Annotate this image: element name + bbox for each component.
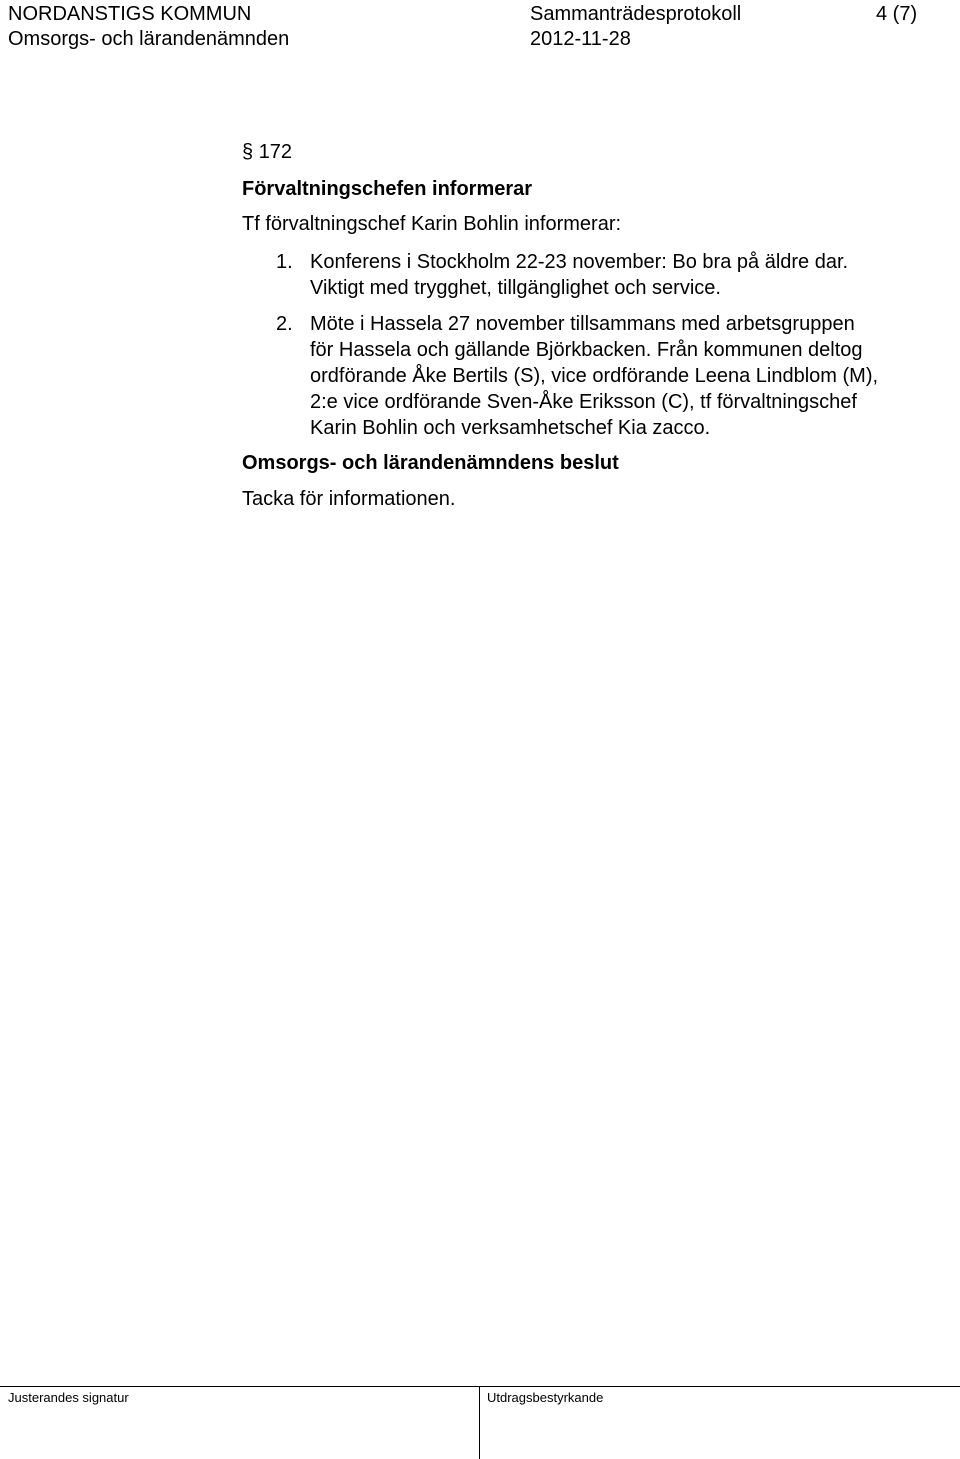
section-number: 172 xyxy=(258,141,293,163)
committee-name: Omsorgs- och lärandenämnden xyxy=(8,28,290,50)
decision-heading: Omsorgs- och lärandenämndens beslut xyxy=(242,452,619,474)
document-type: Sammanträdesprotokoll xyxy=(530,3,742,25)
section-intro: Tf förvaltningschef Karin Bohlin informerar: xyxy=(242,213,622,235)
meeting-date: 2012-11-28 xyxy=(530,28,631,50)
list-item-number: 1. xyxy=(276,251,293,273)
signature-label: Justerandes signatur xyxy=(8,1390,129,1405)
section-symbol: § xyxy=(242,141,254,163)
section-paragraph xyxy=(242,140,292,164)
list-item-text xyxy=(310,311,950,441)
decision-text: Tacka för informationen. xyxy=(242,488,456,510)
list-item-text xyxy=(310,249,950,301)
section-title: Förvaltningschefen informerar xyxy=(242,178,533,200)
list-item-line: Möte i Hassela 27 november tillsammans med arbetsgruppen xyxy=(310,313,855,335)
list-item-line: Viktigt med trygghet, tillgänglighet och service. xyxy=(310,277,721,299)
page-number: 4 (7) xyxy=(876,3,918,25)
list-item-line: Konferens i Stockholm 22-23 november: Bo bra på äldre dar. xyxy=(310,251,849,273)
list-item-line: för Hassela och gällande Björkbacken. Från kommunen deltog xyxy=(310,339,863,361)
list-item-line: Karin Bohlin och verksamhetschef Kia zacco. xyxy=(310,417,711,439)
footer-column-divider xyxy=(479,1386,480,1459)
certification-label: Utdragsbestyrkande xyxy=(487,1390,604,1405)
org-name: NORDANSTIGS KOMMUN xyxy=(8,3,252,25)
list-item-line: ordförande Åke Bertils (S), vice ordförande Leena Lindblom (M), xyxy=(310,365,879,387)
list-item-line: 2:e vice ordförande Sven-Åke Eriksson (C), tf förvaltningschef xyxy=(310,391,857,413)
list-item-number: 2. xyxy=(276,313,293,335)
footer-divider xyxy=(0,1386,960,1387)
